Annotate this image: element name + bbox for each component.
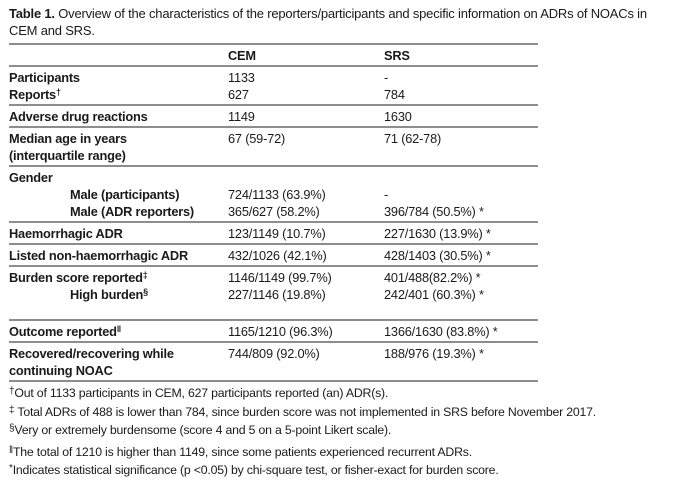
- cem-value: 123/1149 (10.7%): [228, 226, 326, 241]
- row-label-line2: (interquartile range): [9, 148, 126, 163]
- footnote-symbol: ‖: [9, 444, 13, 456]
- srs-value: 1630: [384, 109, 412, 124]
- srs-value: 242/401 (60.3%) *: [384, 287, 484, 302]
- row-group-gender: [9, 167, 538, 223]
- row-label-line1: Recovered/recovering while: [9, 346, 174, 361]
- srs-value: 396/784 (50.5%) *: [384, 204, 484, 219]
- row-group-adrs: [9, 106, 538, 128]
- srs-value: 428/1403 (30.5%) *: [384, 248, 491, 263]
- table-row-adverse-drug-reactions: [9, 108, 538, 125]
- row-label-text: Burden score reported: [9, 270, 143, 285]
- srs-value: 227/1630 (13.9%) *: [384, 226, 491, 241]
- row-label-line1: Median age in years: [9, 131, 127, 146]
- header-empty-cell: [9, 47, 228, 64]
- srs-value: 1366/1630 (83.8%) *: [384, 324, 498, 339]
- table-caption: [9, 5, 675, 39]
- cem-value: 627: [228, 87, 249, 102]
- row-label: Male (ADR reporters): [70, 204, 194, 219]
- row-label: Participants: [9, 70, 80, 85]
- row-label: Gender: [9, 170, 53, 185]
- row-label-text: Reports: [9, 87, 56, 102]
- data-table: [9, 43, 538, 382]
- row-group-recovered: [9, 343, 538, 382]
- row-label: Listed non-haemorrhagic ADR: [9, 248, 188, 263]
- footnote-text: Very or extremely burdensome (score 4 and 5 on a 5-point Likert scale).: [14, 423, 392, 437]
- table-row-outcome-reported: [9, 323, 538, 340]
- cem-value: [228, 169, 384, 186]
- footnote-double-dagger: [9, 404, 677, 423]
- table-header-row: [9, 43, 538, 67]
- cem-value: 724/1133 (63.9%): [228, 187, 326, 202]
- row-label: Adverse drug reactions: [9, 109, 148, 124]
- row-group-counts: [9, 67, 538, 106]
- header-cem: CEM: [228, 48, 256, 63]
- cem-value: 67 (59-72): [228, 131, 286, 146]
- footnote-symbol: †: [9, 386, 15, 397]
- srs-value: 784: [384, 87, 405, 102]
- srs-value: [384, 169, 538, 186]
- row-group-haemorrhagic: [9, 223, 538, 245]
- footnote-text: Out of 1133 participants in CEM, 627 participants reported (an) ADR(s).: [14, 386, 389, 400]
- footnote-text: The total of 1210 is higher than 1149, since some patients experienced recurrent ADRs.: [12, 444, 472, 459]
- row-label: [9, 345, 228, 379]
- cem-value: 227/1146 (19.8%): [228, 287, 326, 302]
- footnote-symbol: *: [9, 463, 13, 474]
- row-group-outcome: [9, 321, 538, 343]
- table-row-reports: [9, 86, 538, 103]
- row-label: [9, 286, 228, 303]
- footnote-marker-double-bar: ‖: [116, 324, 122, 334]
- row-label-line2: continuing NOAC: [9, 363, 113, 378]
- footnote-marker-double-dagger: ‡: [142, 270, 148, 280]
- header-srs: SRS: [384, 48, 410, 63]
- footnote-asterisk: [9, 462, 677, 481]
- table-row-haemorrhagic-adr: [9, 225, 538, 242]
- table-row-recovered-recovering: [9, 345, 538, 379]
- srs-value: 401/488(82.2%) *: [384, 270, 481, 285]
- row-label-text: High burden: [70, 287, 144, 302]
- srs-value: 71 (62-78): [384, 131, 442, 146]
- table-row-listed-non-haemorrhagic-adr: [9, 247, 538, 264]
- table-row-high-burden: [9, 286, 538, 303]
- footnotes: [9, 385, 677, 481]
- row-label: [9, 130, 228, 164]
- srs-value: -: [384, 187, 389, 202]
- table-row-male-adr-reporters: [9, 203, 538, 220]
- footnote-dagger: [9, 385, 677, 404]
- row-label-text: Outcome reported: [9, 324, 117, 339]
- cem-value: 744/809 (92.0%): [228, 346, 320, 361]
- footnote-section: [9, 422, 677, 441]
- row-label: [9, 323, 228, 340]
- row-label: Haemorrhagic ADR: [9, 226, 123, 241]
- footnote-marker-section: §: [143, 287, 148, 297]
- srs-value: -: [384, 70, 389, 85]
- row-label: Male (participants): [70, 187, 180, 202]
- row-label: [9, 269, 228, 286]
- cem-value: 1149: [228, 109, 255, 124]
- table-row-burden-score-reported: [9, 269, 538, 286]
- table-row-participants: [9, 69, 538, 86]
- row-group-median-age: [9, 128, 538, 167]
- row-group-burden: [9, 267, 538, 321]
- footnote-marker-dagger: †: [55, 87, 61, 97]
- srs-value: 188/976 (19.3%) *: [384, 346, 484, 361]
- cem-value: 432/1026 (42.1%): [228, 248, 327, 263]
- table-caption-label: Table 1.: [9, 6, 55, 21]
- cem-value: 365/627 (58.2%): [228, 204, 320, 219]
- footnote-symbol: ‡: [9, 404, 15, 416]
- table-row-gender: [9, 169, 538, 186]
- table-caption-text: Overview of the characteristics of the reporters/participants and specific information on ADRs of NOACs in CEM and SRS.: [9, 6, 647, 38]
- cem-value: 1133: [228, 70, 255, 85]
- footnote-text: Indicates statistical significance (p <0.05) by chi-square test, or fisher-exact for burden score.: [12, 463, 499, 477]
- table-row-male-participants: [9, 186, 538, 203]
- cem-value: 1146/1149 (99.7%): [228, 270, 332, 285]
- footnote-text: Total ADRs of 488 is lower than 784, since burden score was not implemented in SRS before November 2017.: [14, 404, 597, 419]
- table-row-median-age: [9, 130, 538, 164]
- row-group-non-haemorrhagic: [9, 245, 538, 267]
- footnote-symbol: §: [9, 423, 15, 434]
- cem-value: 1165/1210 (96.3%): [228, 324, 333, 339]
- row-label: [9, 86, 228, 103]
